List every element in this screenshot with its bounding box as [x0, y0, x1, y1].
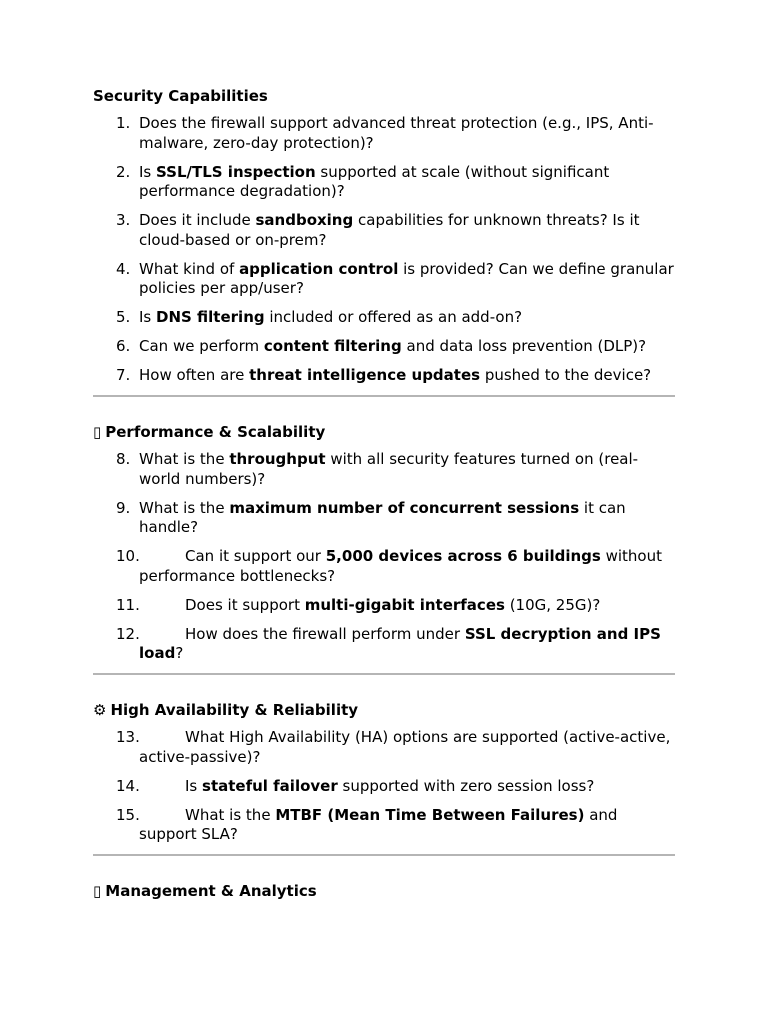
question-list [93, 114, 675, 386]
section-title: Management & Analytics [105, 882, 317, 900]
section-heading [93, 86, 675, 106]
item-text: Does the firewall support advanced threat protection (e.g., IPS, Anti-malware, zero-day protection)? [139, 114, 654, 152]
item-text: What kind of [139, 259, 240, 278]
list-item [93, 114, 675, 153]
item-number: 6. [116, 337, 131, 355]
section-title: Performance & Scalability [105, 423, 326, 441]
list-item [93, 163, 675, 202]
section-title: Security Capabilities [93, 87, 268, 105]
list-item [93, 728, 675, 767]
list-item [93, 596, 675, 616]
item-number: 3. [116, 211, 131, 229]
horizontal-divider [93, 673, 675, 675]
item-text: Is [185, 776, 203, 795]
item-text: Does it support [185, 595, 305, 614]
item-number: 4. [116, 259, 131, 278]
bold-text: threat intelligence updates [249, 366, 481, 384]
list-item [93, 260, 675, 299]
list-item [93, 211, 675, 250]
bold-text: stateful failover [202, 776, 338, 795]
item-text: Is [139, 162, 157, 181]
horizontal-divider [93, 395, 675, 397]
item-text: and support SLA? [139, 805, 618, 843]
item-text: Can we perform [139, 337, 264, 355]
section-title: High Availability & Reliability [110, 701, 359, 719]
item-number: 10. [116, 547, 140, 565]
list-item [93, 308, 675, 328]
bold-text: multi-gigabit interfaces [304, 595, 505, 614]
item-text: is provided? Can we define granular policies per app/user? [139, 259, 674, 297]
item-number: 11. [116, 595, 140, 614]
item-text: included or offered as an add-on? [264, 308, 523, 326]
list-item [93, 625, 675, 664]
question-list [93, 450, 675, 664]
item-text: without performance bottlenecks? [139, 547, 663, 585]
item-number: 2. [116, 162, 131, 181]
item-text: (10G, 25G)? [504, 595, 601, 614]
gear-icon: ⚙ [93, 701, 107, 719]
item-text: What High Availability (HA) options are supported (active-active, active-passive)? [139, 728, 671, 766]
bold-text: throughput [229, 450, 326, 468]
section-heading [93, 700, 675, 720]
item-text: How does the firewall perform under [185, 624, 465, 643]
item-text: Is [139, 308, 157, 326]
list-item [93, 499, 675, 538]
item-text: What is the [139, 450, 230, 468]
item-number: 13. [116, 728, 140, 746]
item-number: 15. [116, 805, 140, 824]
item-number: 1. [116, 114, 131, 132]
item-text: What is the [139, 498, 230, 517]
item-text: it can handle? [139, 498, 626, 536]
horizontal-divider [93, 854, 675, 856]
bold-text: MTBF (Mean Time Between Failures) [275, 805, 585, 824]
item-number: 9. [116, 498, 131, 517]
bold-text: maximum number of concurrent sessions [229, 498, 580, 517]
item-number: 7. [116, 366, 131, 384]
item-text: capabilities for unknown threats? Is it cloud-based or on-prem? [139, 211, 640, 249]
item-number: 12. [116, 624, 140, 643]
item-number: 14. [116, 776, 140, 795]
section-heading [93, 422, 675, 442]
list-item [93, 366, 675, 386]
bold-text: SSL decryption and IPS load [139, 624, 661, 662]
list-item [93, 777, 675, 797]
item-number: 8. [116, 450, 131, 468]
package-icon: ▯ [93, 423, 102, 441]
item-text: and data loss prevention (DLP)? [401, 337, 647, 355]
item-text: Does it include [139, 211, 256, 229]
item-text: How often are [139, 366, 250, 384]
question-list [93, 728, 675, 845]
list-item [93, 806, 675, 845]
item-text: supported at scale (without significant performance degradation)? [139, 162, 610, 200]
item-text: Can it support our [185, 547, 326, 565]
item-text: with all security features turned on (real-world numbers)? [139, 450, 639, 488]
item-text: ? [175, 644, 184, 662]
document-content [93, 86, 675, 909]
item-number: 5. [116, 308, 131, 326]
bold-text: application control [239, 259, 399, 278]
bold-text: 5,000 devices across 6 buildings [325, 547, 601, 565]
section-heading [93, 881, 675, 901]
bold-text: sandboxing [255, 211, 354, 229]
list-item [93, 337, 675, 357]
list-item [93, 547, 675, 586]
bold-text: content filtering [263, 337, 402, 355]
chart-icon: ▯ [93, 882, 102, 900]
bold-text: SSL/TLS inspection [156, 162, 316, 181]
item-text: What is the [185, 805, 276, 824]
item-text: supported with zero session loss? [337, 776, 595, 795]
list-item [93, 450, 675, 489]
item-text: pushed to the device? [480, 366, 652, 384]
bold-text: DNS filtering [156, 308, 265, 326]
